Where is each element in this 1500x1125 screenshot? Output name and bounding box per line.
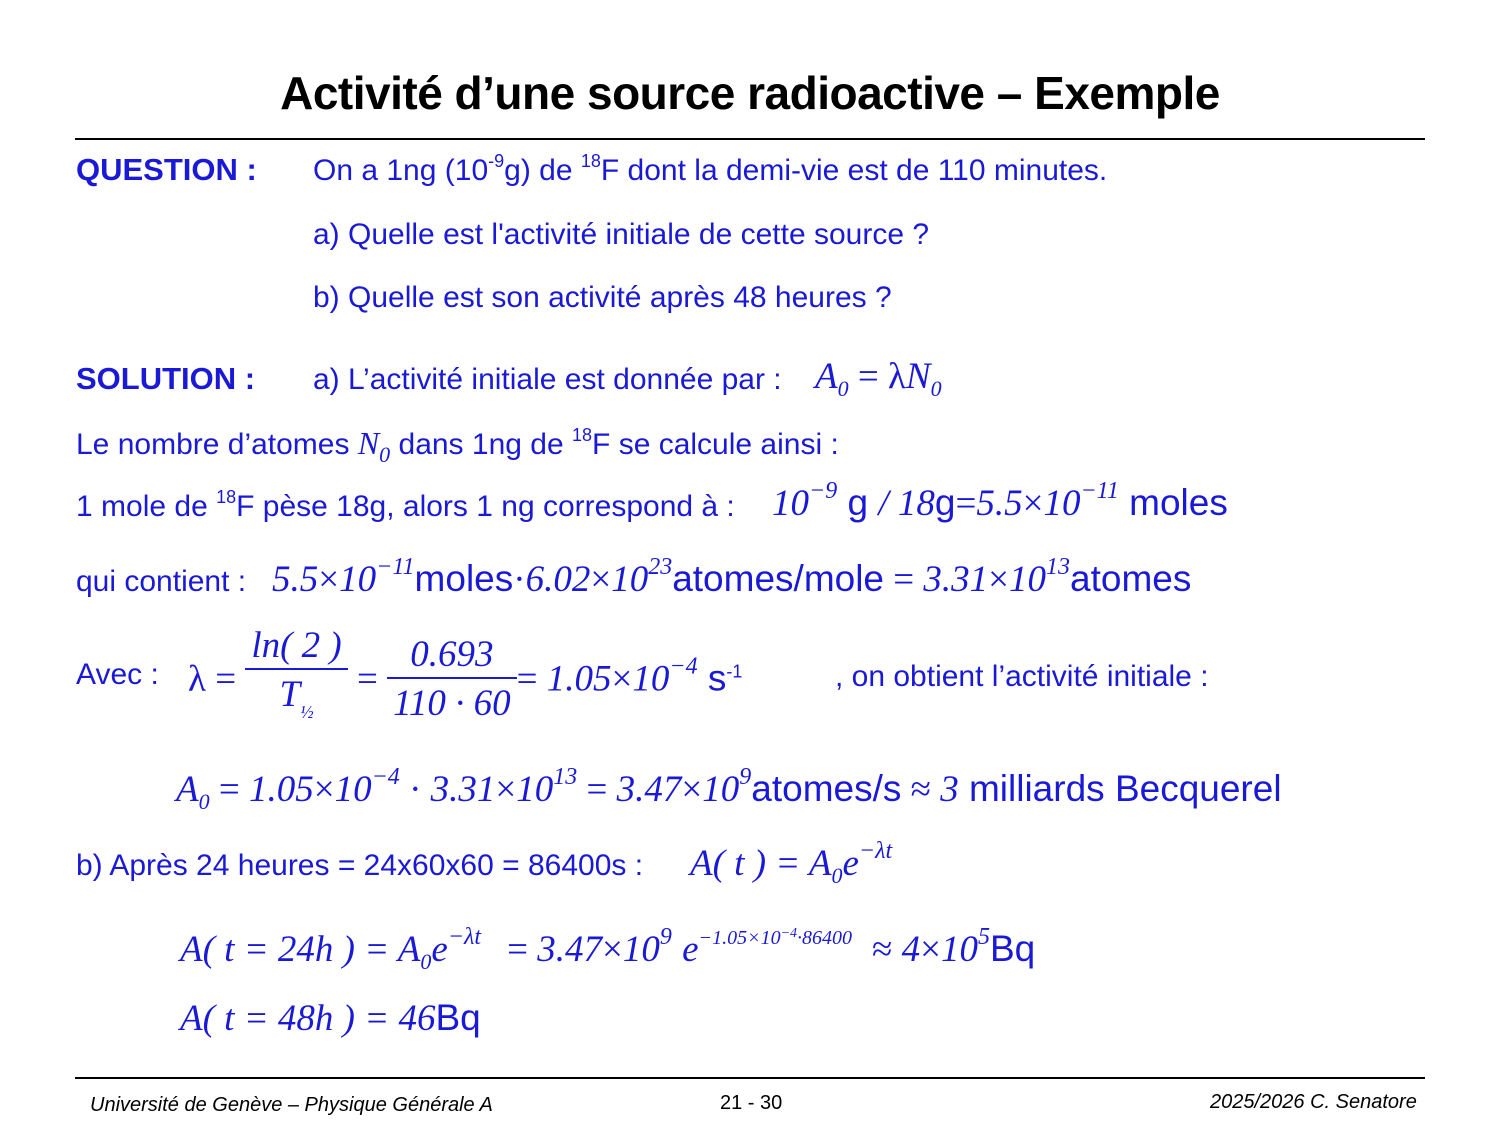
- question-a: a) Quelle est l'activité initiale de cette source ?: [313, 218, 930, 251]
- solution-a-text: a) L’activité initiale est donnée par :: [313, 363, 782, 396]
- solution-line2: Le nombre d’atomes $N_0$ dans 1ng de $^{18}$F se calcule ainsi :: [76, 425, 839, 467]
- formula-48h: A( t = 48h ) = 46Bq: [180, 997, 481, 1039]
- formula-lambda: λ = $\frac{\ln( 2 )}{T_{\frac{1}{2}}}$ = $\frac{0.693}{110 \cdot 60}$ = $1.05\times 10^{-4}$ $s^{-1}$: [188, 625, 743, 724]
- formula-a0: $A_0 = \lambda N_0$: [815, 356, 942, 401]
- solution-line4-label: qui contient :: [76, 565, 247, 598]
- question-b: b) Quelle est son activité après 48 heures ?: [313, 281, 892, 314]
- question-label: QUESTION :: [76, 152, 257, 187]
- formula-moles: $10^{-9}$ $g / 18g=5.5\times 10^{-11}$ moles: [772, 478, 1228, 524]
- footer-right: 2025/2026 C. Senatore: [1210, 1091, 1417, 1113]
- solution-label: SOLUTION :: [76, 361, 256, 396]
- title-divider: [75, 138, 1425, 140]
- formula-atoms: $5.5\times 10^{-11}moles\cdot 6.02\times 10^{23}atomes$/mole = $3.31\times 10^{13}atomes$: [272, 554, 1192, 600]
- footer-divider: [75, 1077, 1425, 1079]
- formula-24h: A( t = 24h ) = $A_0e^{-\lambda t} = 3.47\times 10^9$ $e^{-1.05\times 10^{-4}\cdot 86400} \approx 4\times 10^5Bq$: [180, 924, 1036, 974]
- formula-activity: $A_0 = 1.05\times 10^{-4} \cdot 3.31\times 10^{13}$ = $3.47\times 10^9atomes/s \approx 3$ milliards Becquerel: [176, 764, 1282, 814]
- formula-decay: A( t ) = $A_0e^{-\lambda t}$: [690, 838, 893, 888]
- question-intro: On a 1ng $(10^{-9}g)$ de $^{18}$F dont la demi-vie est de 110 minutes.: [313, 151, 1108, 187]
- page-number: 21 - 30: [720, 1092, 783, 1114]
- solution-line3: 1 mole de $^{18}$F pèse 18g, alors 1 ng correspond à :: [76, 487, 735, 523]
- solution-b-text: b) Après 24 heures = 24x60x60 = 86400s :: [76, 849, 644, 882]
- solution-line5-label: Avec :: [76, 658, 159, 691]
- slide-title: Activité d’une source radioactive – Exemple: [280, 67, 1220, 119]
- solution-line5-post: , on obtient l’activité initiale :: [835, 660, 1209, 693]
- footer-left: Université de Genève – Physique Générale A: [90, 1094, 493, 1116]
